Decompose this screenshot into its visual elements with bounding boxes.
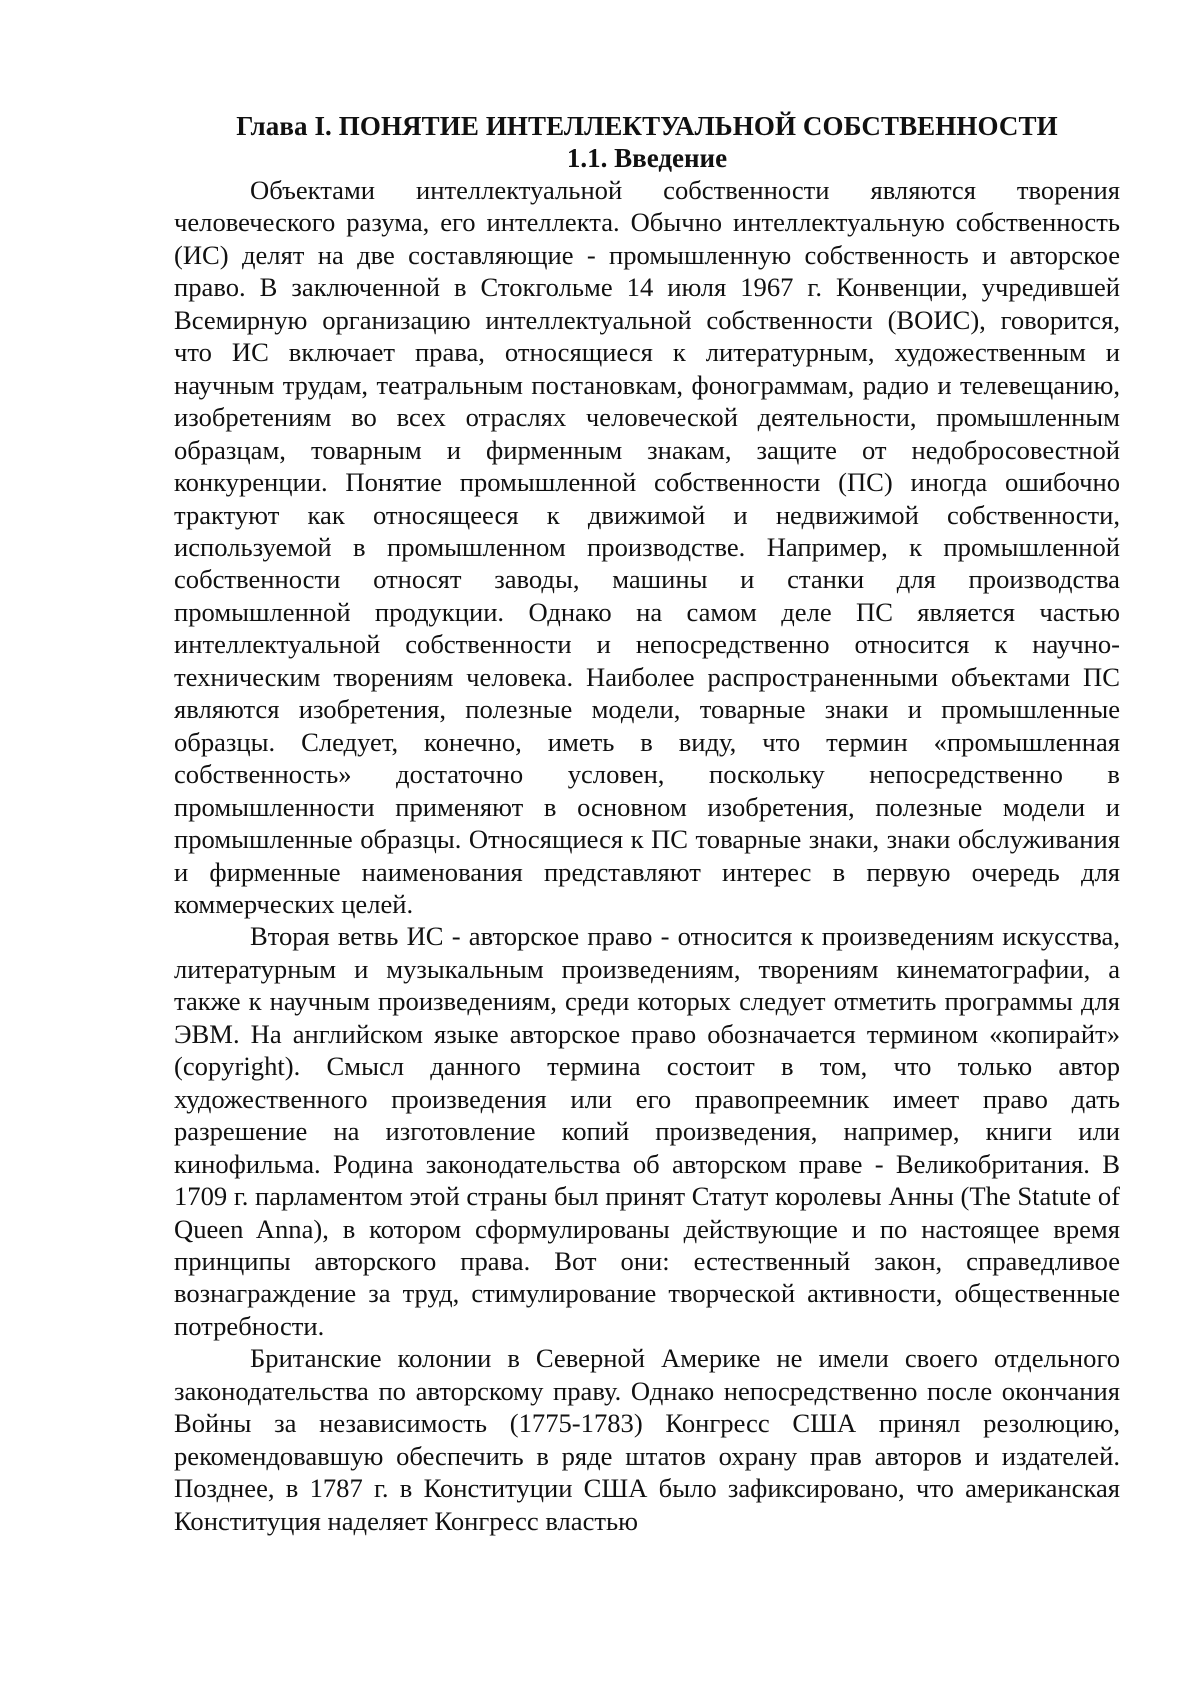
- paragraph-copyright: Вторая ветвь ИС - авторское право - относится к произведениям искусства, литературным и музыкальным произведениям, творениям кинематографии, а также к научным произведениям, среди которых следует отметить программы для ЭВМ. На английском языке авторское право обозначается термином «копирайт» (copyright). Смысл данного термина состоит в том, что только автор художественного произведения или его правопреемник имеет право дать разрешение на изготовление копий произведения, например, книги или кинофильма. Родина законодательства об авторском праве - Великобритания. В 1709 г. парламентом этой страны был принят Статут королевы Анны (The Statute of Queen Anna), в котором сформулированы действующие и по настоящее время принципы авторского права. Вот они: естественный закон, справедливое вознаграждение за труд, стимулирование творческой активности, общественные потребности.: [174, 921, 1121, 1341]
- chapter-title: Глава I. ПОНЯТИЕ ИНТЕЛЛЕКТУАЛЬНОЙ СОБСТВЕННОСТИ: [236, 111, 1058, 141]
- paragraph-intro: Объектами интеллектуальной собственности являются творения человеческого разума, его интеллекта. Обычно интеллектуальную собственность (ИС) делят на две составляющие - промышленную собственность и авторское право. В заключенной в Стокгольме 14 июля 1967 г. Конвенции, учредившей Всемирную организацию интеллектуальной собственности (ВОИС), говорится, что ИС включает права, относящиеся к литературным, художественным и научным трудам, театральным постановкам, фонограммам, радио и телевещанию, изобретениям во всех отраслях человеческой деятельности, промышленным образцам, товарным и фирменным знакам, защите от недобросовестной конкуренции. Понятие промышленной собственности (ПС) иногда ошибочно трактуют как относящееся к движимой и недвижимой собственности, используемой в промышленном производстве. Например, к промышленной собственности относят заводы, машины и станки для производства промышленной продукции. Однако на самом деле ПС является частью интеллектуальной собственности и непосредственно относится к научно-техническим творениям человека. Наиболее распространенными объектами ПС являются изобретения, полезные модели, товарные знаки и промышленные образцы. Следует, конечно, иметь в виду, что термин «промышленная собственность» достаточно условен, поскольку непосредственно в промышленности применяют в основном изобретения, полезные модели и промышленные образцы. Относящиеся к ПС товарные знаки, знаки обслуживания и фирменные наименования представляют интерес в первую очередь для коммерческих целей.: [174, 175, 1120, 919]
- document-body: [174, 110, 1120, 1537]
- section-title: 1.1. Введение: [566, 143, 728, 173]
- paragraph-british-colonies: Британские колонии в Северной Америке не имели своего отдельного законодательства по авторскому праву. Однако непосредственно после окончания Войны за независимость (1775-1783) Конгресс США принял резолюцию, рекомендовавшую обеспечить в ряде штатов охрану прав авторов и издателей. Позднее, в 1787 г. в Конституции США было зафиксировано, что американская Конституция наделяет Конгресс властью: [174, 1343, 1120, 1536]
